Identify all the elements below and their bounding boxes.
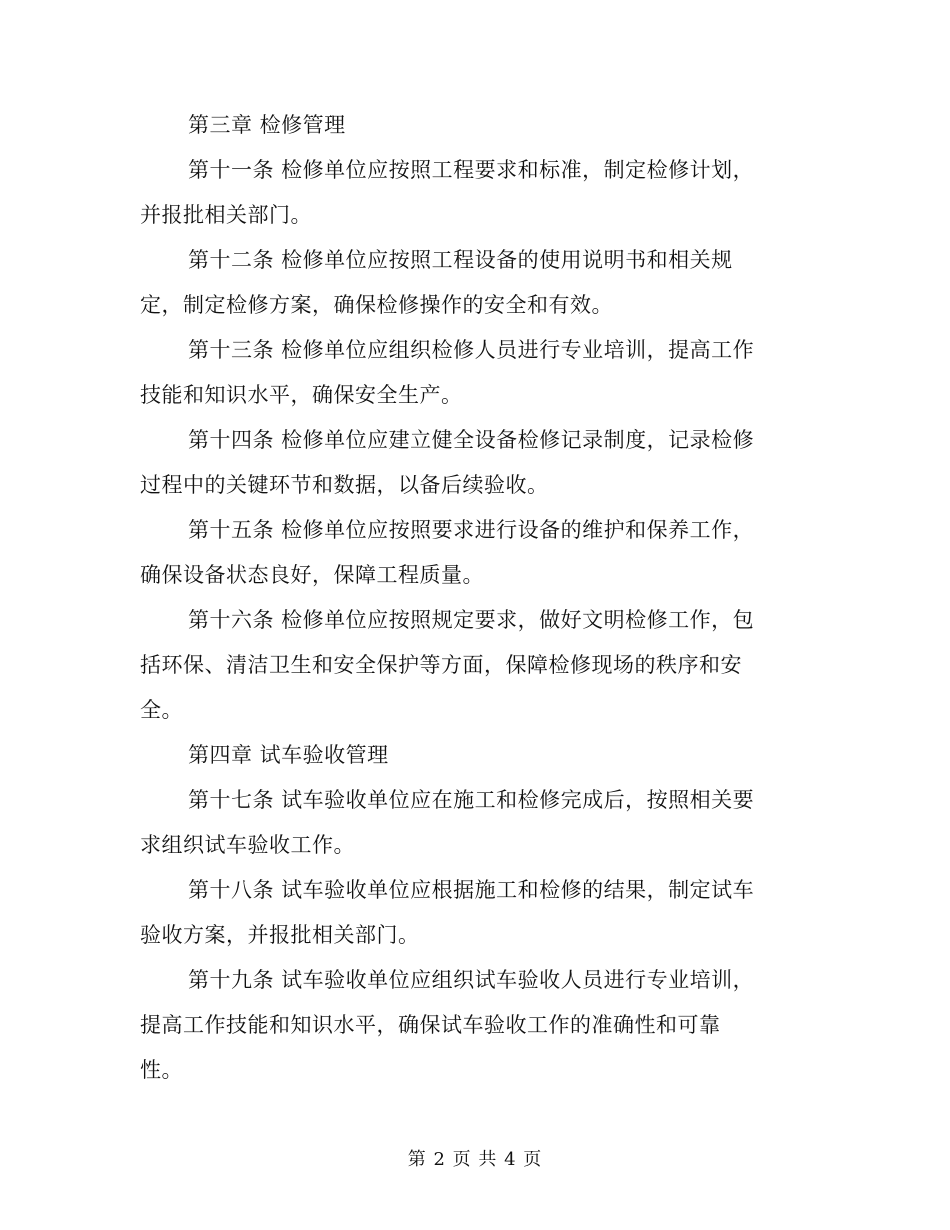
chapter-heading-4: 第四章 试车验收管理 <box>188 743 389 767</box>
article-13-line-1: 第十三条 检修单位应组织检修人员进行专业培训，提高工作 <box>188 338 755 362</box>
article-19-line-3: 性。 <box>140 1058 183 1082</box>
article-19-line-2: 提高工作技能和知识水平，确保试车验收工作的准确性和可靠 <box>140 1013 721 1037</box>
article-19-line-1: 第十九条 试车验收单位应组织试车验收人员进行专业培训， <box>188 968 755 992</box>
article-16-line-2: 括环保、清洁卫生和安全保护等方面，保障检修现场的秩序和安 <box>140 653 742 677</box>
article-17-line-1: 第十七条 试车验收单位应在施工和检修完成后，按照相关要 <box>188 788 755 812</box>
article-18-line-1: 第十八条 试车验收单位应根据施工和检修的结果，制定试车 <box>188 878 755 902</box>
article-12-line-2: 定，制定检修方案，确保检修操作的安全和有效。 <box>140 293 613 317</box>
article-13-line-2: 技能和知识水平，确保安全生产。 <box>140 383 463 407</box>
article-18-line-2: 验收方案，并报批相关部门。 <box>140 923 420 947</box>
article-11-line-2: 并报批相关部门。 <box>140 203 312 227</box>
article-17-line-2: 求组织试车验收工作。 <box>140 833 355 857</box>
article-16-line-1: 第十六条 检修单位应按照规定要求，做好文明检修工作，包 <box>188 608 755 632</box>
article-14-line-1: 第十四条 检修单位应建立健全设备检修记录制度，记录检修 <box>188 428 755 452</box>
article-16-line-3: 全。 <box>140 698 183 722</box>
document-body <box>140 103 810 1093</box>
article-14-line-2: 过程中的关键环节和数据，以备后续验收。 <box>140 473 549 497</box>
article-15-line-1: 第十五条 检修单位应按照要求进行设备的维护和保养工作， <box>188 518 755 542</box>
page-number-footer: 第 2 页 共 4 页 <box>407 1149 543 1170</box>
chapter-heading-3: 第三章 检修管理 <box>188 113 346 137</box>
article-11-line-1: 第十一条 检修单位应按照工程要求和标准，制定检修计划， <box>188 158 755 182</box>
article-15-line-2: 确保设备状态良好，保障工程质量。 <box>140 563 484 587</box>
article-12-line-1: 第十二条 检修单位应按照工程设备的使用说明书和相关规 <box>188 248 733 272</box>
